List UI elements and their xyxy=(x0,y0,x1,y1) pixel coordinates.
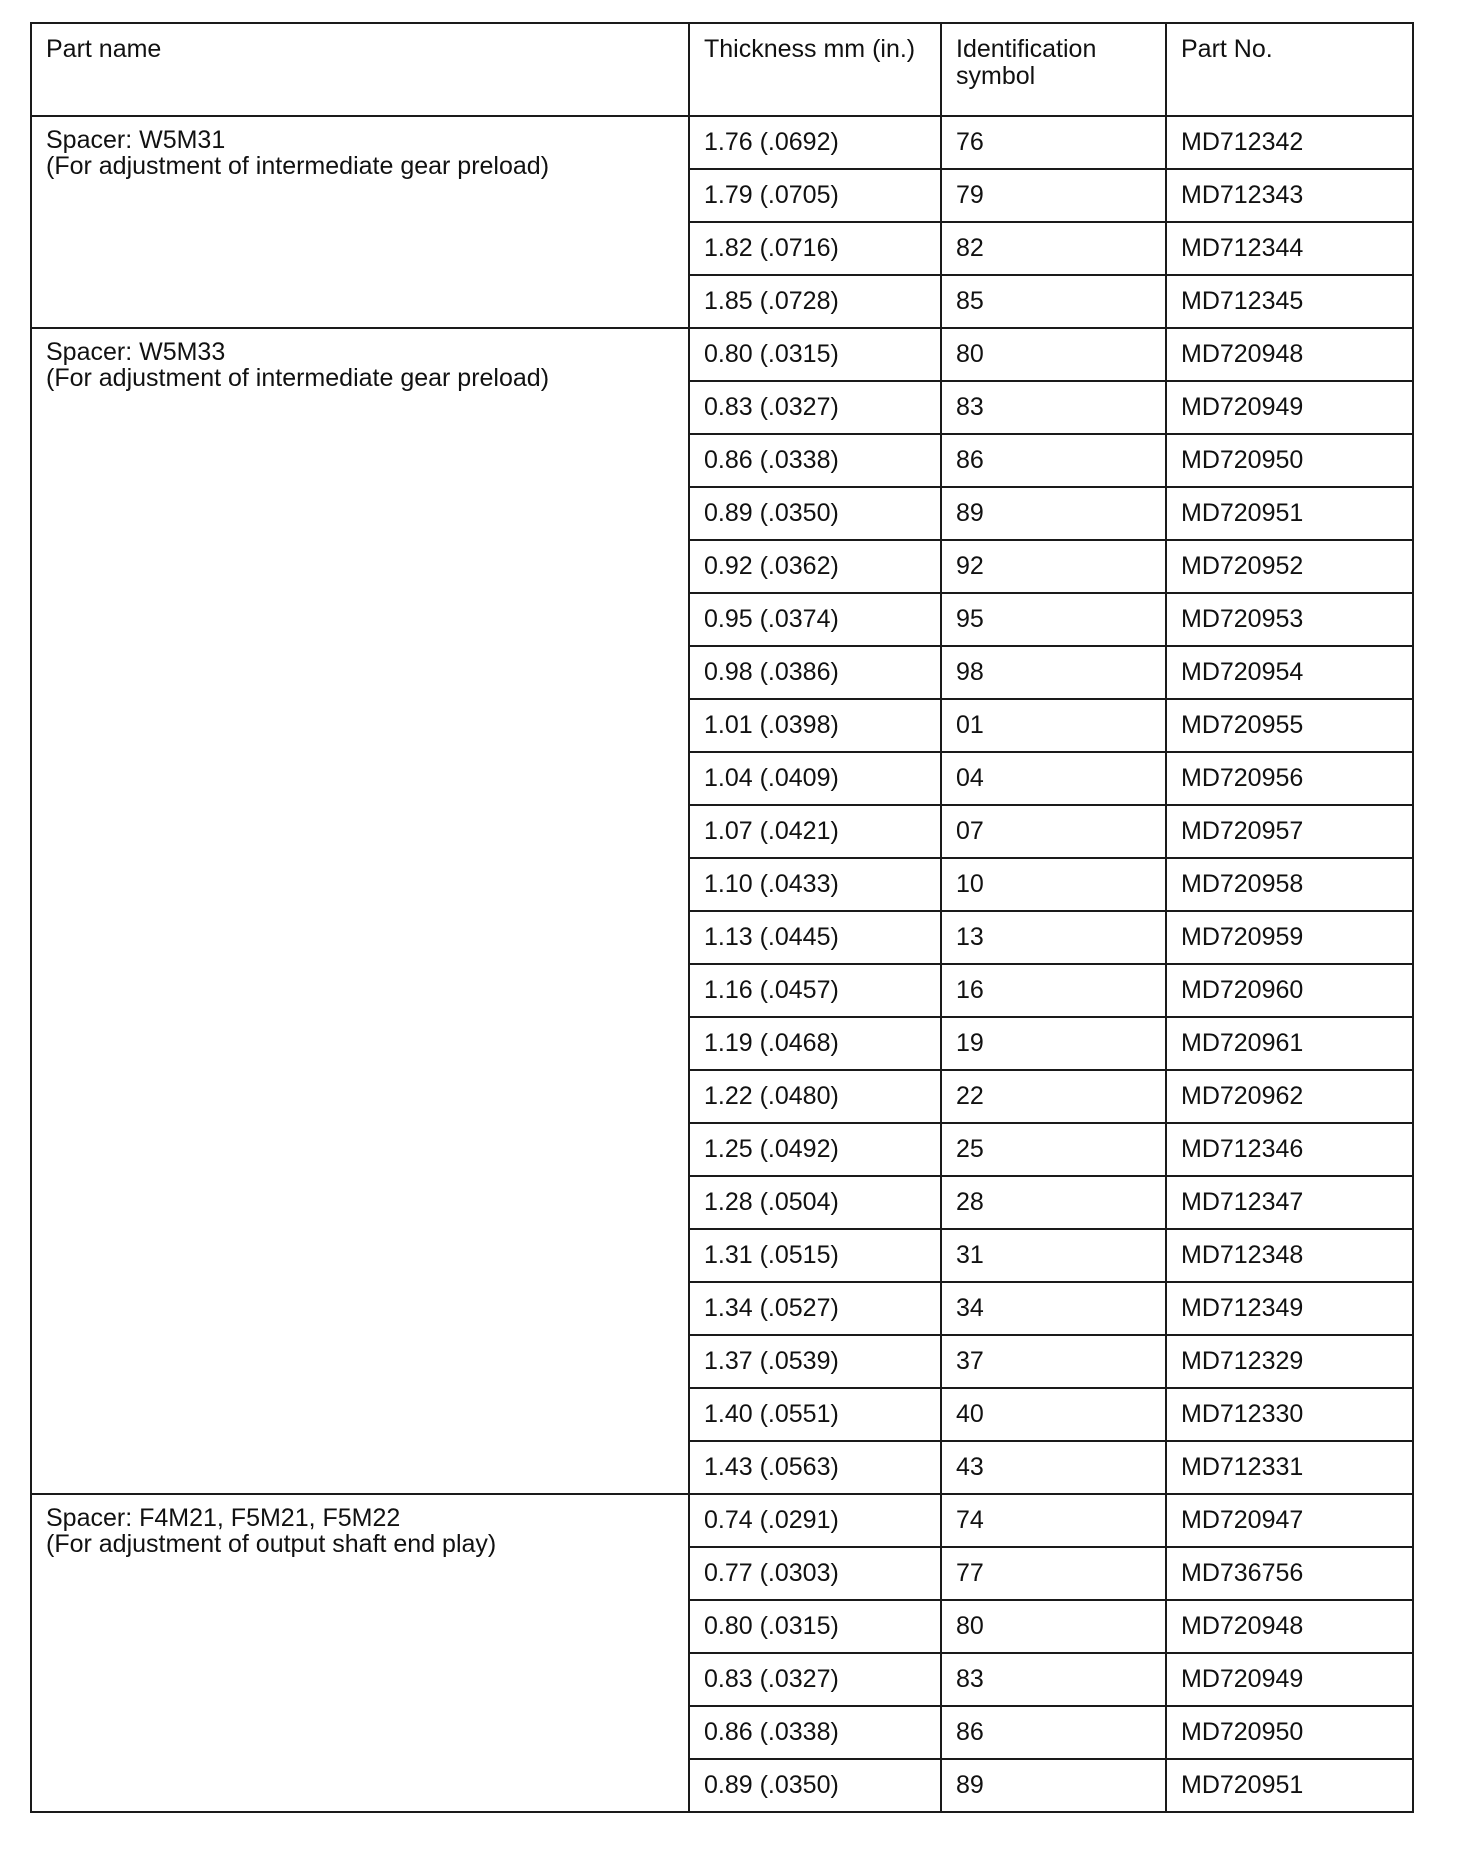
part-no-cell: MD720951 xyxy=(1166,487,1413,540)
part-no-cell: MD712345 xyxy=(1166,275,1413,328)
identification-symbol-cell: 95 xyxy=(941,593,1166,646)
thickness-cell: 0.98 (.0386) xyxy=(689,646,941,699)
part-name: Spacer: W5M31 xyxy=(46,126,226,154)
part-name-cell xyxy=(31,328,689,1494)
identification-symbol-cell: 86 xyxy=(941,434,1166,487)
identification-symbol-cell: 86 xyxy=(941,1706,1166,1759)
thickness-cell: 1.01 (.0398) xyxy=(689,699,941,752)
part-no-cell: MD720957 xyxy=(1166,805,1413,858)
identification-symbol-cell: 79 xyxy=(941,169,1166,222)
identification-symbol-cell: 13 xyxy=(941,911,1166,964)
thickness-cell: 0.92 (.0362) xyxy=(689,540,941,593)
part-name: Spacer: W5M33 xyxy=(46,338,226,366)
identification-symbol-cell: 16 xyxy=(941,964,1166,1017)
identification-symbol-cell: 10 xyxy=(941,858,1166,911)
part-no-cell: MD720958 xyxy=(1166,858,1413,911)
thickness-cell: 1.04 (.0409) xyxy=(689,752,941,805)
identification-symbol-cell: 04 xyxy=(941,752,1166,805)
part-no-cell: MD720960 xyxy=(1166,964,1413,1017)
identification-symbol-cell: 19 xyxy=(941,1017,1166,1070)
thickness-cell: 1.43 (.0563) xyxy=(689,1441,941,1494)
part-no-cell: MD720961 xyxy=(1166,1017,1413,1070)
part-no-cell: MD720950 xyxy=(1166,434,1413,487)
header-thickness: Thickness mm (in.) xyxy=(689,23,941,116)
part-no-cell: MD720959 xyxy=(1166,911,1413,964)
thickness-cell: 1.37 (.0539) xyxy=(689,1335,941,1388)
thickness-cell: 1.16 (.0457) xyxy=(689,964,941,1017)
part-no-cell: MD712348 xyxy=(1166,1229,1413,1282)
thickness-cell: 0.83 (.0327) xyxy=(689,1653,941,1706)
part-purpose: (For adjustment of output shaft end play) xyxy=(46,1530,497,1558)
part-no-cell: MD720951 xyxy=(1166,1759,1413,1812)
thickness-cell: 1.34 (.0527) xyxy=(689,1282,941,1335)
part-no-cell: MD712331 xyxy=(1166,1441,1413,1494)
identification-symbol-cell: 89 xyxy=(941,1759,1166,1812)
thickness-cell: 0.89 (.0350) xyxy=(689,487,941,540)
part-no-cell: MD720948 xyxy=(1166,328,1413,381)
part-no-cell: MD712329 xyxy=(1166,1335,1413,1388)
identification-symbol-cell: 31 xyxy=(941,1229,1166,1282)
identification-symbol-cell: 74 xyxy=(941,1494,1166,1547)
thickness-cell: 1.10 (.0433) xyxy=(689,858,941,911)
part-no-cell: MD720947 xyxy=(1166,1494,1413,1547)
identification-symbol-cell: 07 xyxy=(941,805,1166,858)
thickness-cell: 0.86 (.0338) xyxy=(689,1706,941,1759)
thickness-cell: 1.40 (.0551) xyxy=(689,1388,941,1441)
part-no-cell: MD712349 xyxy=(1166,1282,1413,1335)
identification-symbol-cell: 25 xyxy=(941,1123,1166,1176)
part-no-cell: MD712343 xyxy=(1166,169,1413,222)
part-no-cell: MD712347 xyxy=(1166,1176,1413,1229)
part-name: Spacer: F4M21, F5M21, F5M22 xyxy=(46,1504,401,1532)
thickness-cell: 0.86 (.0338) xyxy=(689,434,941,487)
thickness-cell: 0.74 (.0291) xyxy=(689,1494,941,1547)
thickness-cell: 0.77 (.0303) xyxy=(689,1547,941,1600)
part-no-cell: MD720956 xyxy=(1166,752,1413,805)
identification-symbol-cell: 98 xyxy=(941,646,1166,699)
thickness-cell: 0.80 (.0315) xyxy=(689,328,941,381)
identification-symbol-cell: 85 xyxy=(941,275,1166,328)
thickness-cell: 1.22 (.0480) xyxy=(689,1070,941,1123)
identification-symbol-cell: 83 xyxy=(941,381,1166,434)
thickness-cell: 1.76 (.0692) xyxy=(689,116,941,169)
part-no-cell: MD720962 xyxy=(1166,1070,1413,1123)
thickness-cell: 1.31 (.0515) xyxy=(689,1229,941,1282)
header-part-no: Part No. xyxy=(1166,23,1413,116)
part-name-cell xyxy=(31,116,689,328)
identification-symbol-cell: 28 xyxy=(941,1176,1166,1229)
identification-symbol-cell: 01 xyxy=(941,699,1166,752)
table-row xyxy=(31,328,1413,381)
identification-symbol-cell: 76 xyxy=(941,116,1166,169)
part-no-cell: MD720949 xyxy=(1166,381,1413,434)
header-row xyxy=(31,23,1413,116)
identification-symbol-cell: 80 xyxy=(941,328,1166,381)
thickness-cell: 1.07 (.0421) xyxy=(689,805,941,858)
identification-symbol-cell: 92 xyxy=(941,540,1166,593)
part-no-cell: MD736756 xyxy=(1166,1547,1413,1600)
part-no-cell: MD720950 xyxy=(1166,1706,1413,1759)
part-no-cell: MD720952 xyxy=(1166,540,1413,593)
table-row xyxy=(31,116,1413,169)
thickness-cell: 1.25 (.0492) xyxy=(689,1123,941,1176)
part-no-cell: MD720949 xyxy=(1166,1653,1413,1706)
thickness-cell: 0.89 (.0350) xyxy=(689,1759,941,1812)
identification-symbol-cell: 77 xyxy=(941,1547,1166,1600)
identification-symbol-cell: 83 xyxy=(941,1653,1166,1706)
part-no-cell: MD720953 xyxy=(1166,593,1413,646)
thickness-cell: 1.19 (.0468) xyxy=(689,1017,941,1070)
thickness-cell: 1.28 (.0504) xyxy=(689,1176,941,1229)
thickness-cell: 1.85 (.0728) xyxy=(689,275,941,328)
identification-symbol-cell: 43 xyxy=(941,1441,1166,1494)
identification-symbol-cell: 80 xyxy=(941,1600,1166,1653)
header-part-name: Part name xyxy=(31,23,689,116)
thickness-cell: 1.13 (.0445) xyxy=(689,911,941,964)
identification-symbol-cell: 34 xyxy=(941,1282,1166,1335)
identification-symbol-cell: 82 xyxy=(941,222,1166,275)
table-body xyxy=(31,116,1413,1812)
part-name-cell xyxy=(31,1494,689,1812)
part-no-cell: MD720955 xyxy=(1166,699,1413,752)
table-row xyxy=(31,1494,1413,1547)
part-no-cell: MD712342 xyxy=(1166,116,1413,169)
thickness-cell: 1.79 (.0705) xyxy=(689,169,941,222)
thickness-cell: 0.83 (.0327) xyxy=(689,381,941,434)
identification-symbol-cell: 89 xyxy=(941,487,1166,540)
thickness-cell: 0.80 (.0315) xyxy=(689,1600,941,1653)
identification-symbol-cell: 22 xyxy=(941,1070,1166,1123)
part-no-cell: MD712346 xyxy=(1166,1123,1413,1176)
thickness-cell: 1.82 (.0716) xyxy=(689,222,941,275)
spacer-spec-table xyxy=(30,22,1414,1813)
identification-symbol-cell: 37 xyxy=(941,1335,1166,1388)
part-no-cell: MD712330 xyxy=(1166,1388,1413,1441)
identification-symbol-cell: 40 xyxy=(941,1388,1166,1441)
part-no-cell: MD712344 xyxy=(1166,222,1413,275)
part-no-cell: MD720954 xyxy=(1166,646,1413,699)
part-no-cell: MD720948 xyxy=(1166,1600,1413,1653)
part-purpose: (For adjustment of intermediate gear preload) xyxy=(46,364,550,392)
part-purpose: (For adjustment of intermediate gear preload) xyxy=(46,152,550,180)
header-identification-symbol: Identification symbol xyxy=(941,23,1166,116)
thickness-cell: 0.95 (.0374) xyxy=(689,593,941,646)
